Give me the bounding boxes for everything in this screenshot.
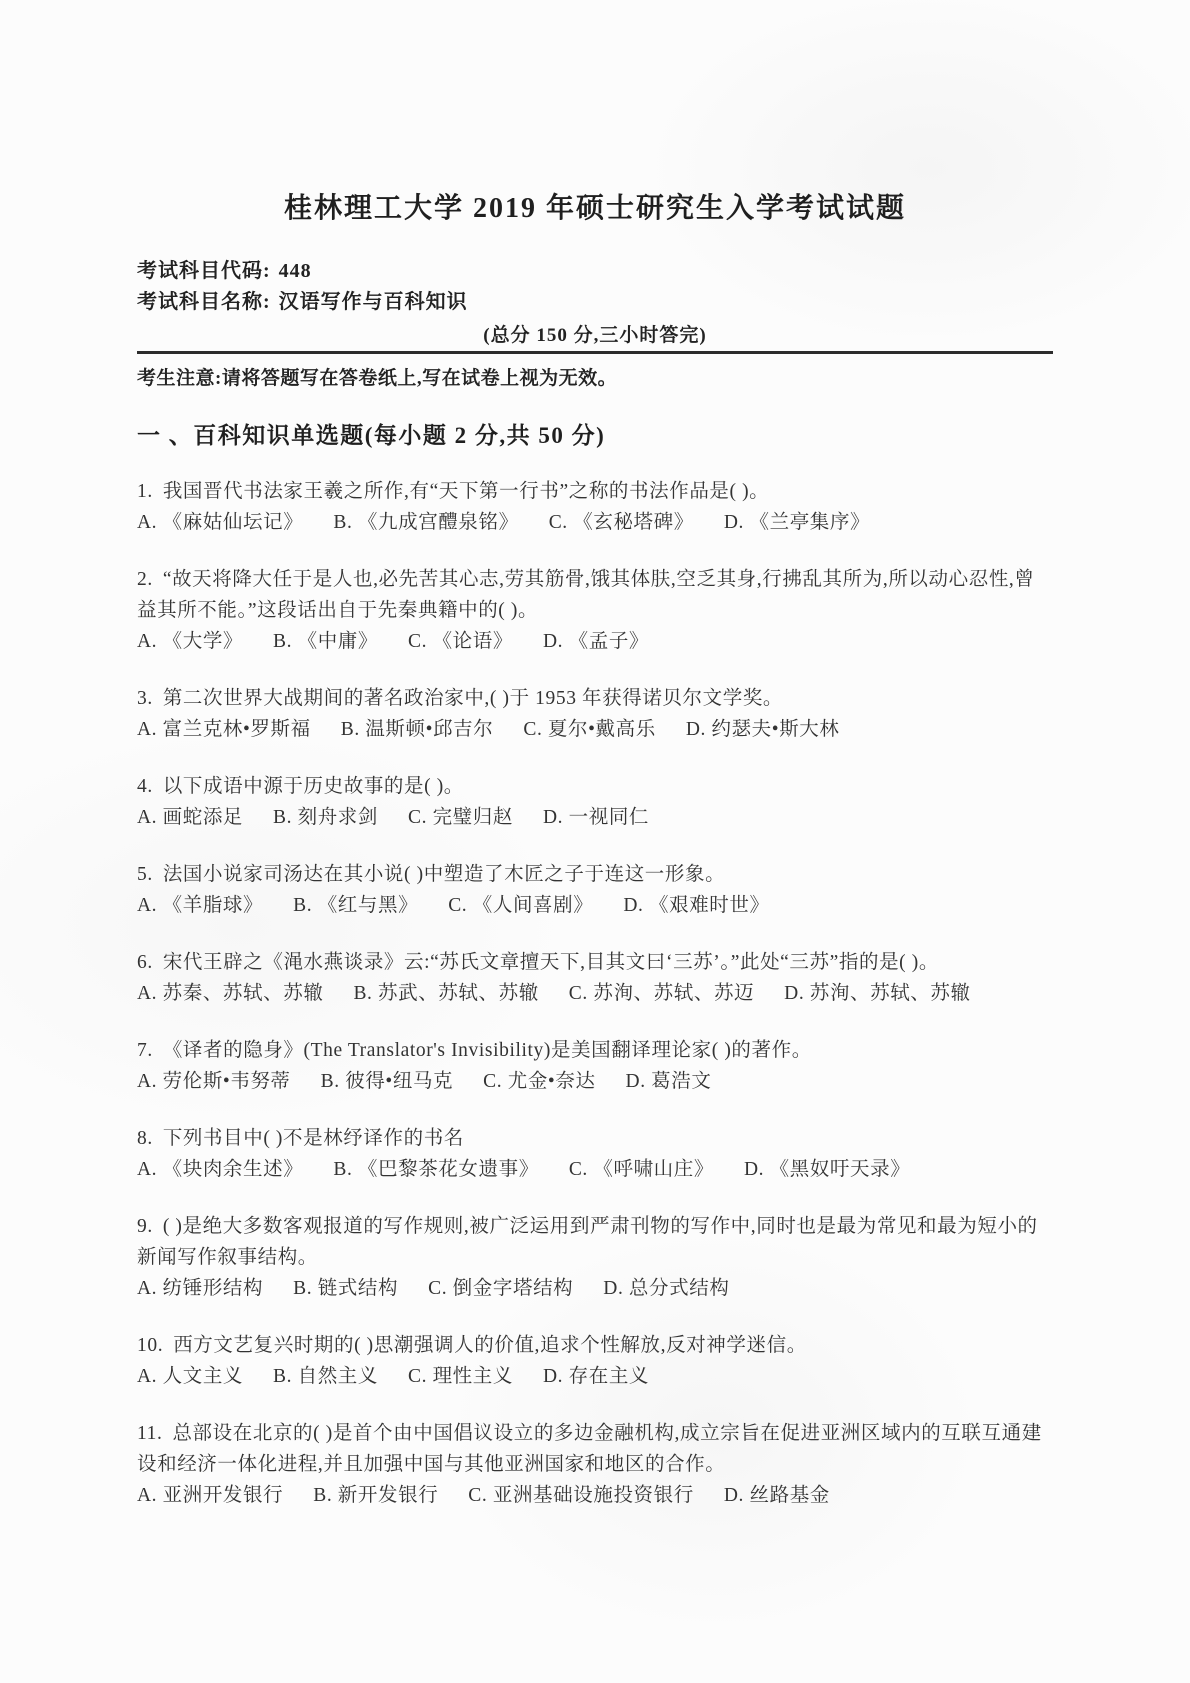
- question-option: D. 总分式结构: [603, 1278, 730, 1299]
- candidate-notice: 考生注意:请将答题写在答卷纸上,写在试卷上视为无效。: [137, 368, 618, 389]
- question-text: 法国小说家司汤达在其小说( )中塑造了木匠之子于连这一形象。: [162, 864, 726, 885]
- question-option: A. 纺锤形结构: [137, 1278, 264, 1299]
- question-option: B. 自然主义: [273, 1366, 379, 1387]
- question-item: [137, 1330, 1053, 1392]
- question-option: C. 《论语》: [408, 631, 513, 652]
- total-score-note: (总分 150 分,三小时答完): [137, 320, 1053, 354]
- question-option: D. 葛浩文: [625, 1071, 712, 1092]
- question-option: B. 《九成宫醴泉铭》: [333, 512, 519, 533]
- question-option: B. 《红与黑》: [293, 895, 419, 916]
- question-text-line: [137, 1330, 1053, 1361]
- question-item: [137, 1035, 1053, 1097]
- question-text: 以下成语中源于历史故事的是( )。: [162, 776, 464, 797]
- question-text-line: [137, 859, 1053, 890]
- question-option: B. 温斯顿•邱吉尔: [340, 719, 494, 740]
- question-number: 6.: [137, 952, 153, 973]
- subject-code-label: 考试科目代码:: [137, 260, 271, 282]
- question-text-line: [137, 564, 1053, 626]
- question-item: [137, 1123, 1053, 1185]
- question-option: D. 一视同仁: [542, 807, 650, 828]
- question-text: ( )是绝大多数客观报道的写作规则,被广泛运用到严肃刊物的写作中,同时也是最为常见和最为短小的新闻写作叙事结构。: [137, 1216, 1038, 1268]
- question-option: B. 链式结构: [293, 1278, 399, 1299]
- question-option: C. 夏尔•戴高乐: [523, 719, 656, 740]
- question-item: [137, 1418, 1053, 1511]
- question-options-line: [137, 890, 1053, 921]
- question-number: 8.: [137, 1128, 153, 1149]
- question-option: B. 新开发银行: [313, 1485, 439, 1506]
- question-option: C. 理性主义: [408, 1366, 513, 1387]
- question-number: 11.: [137, 1423, 163, 1444]
- question-option: A. 画蛇添足: [137, 807, 244, 828]
- question-option: D. 丝路基金: [723, 1485, 830, 1506]
- question-text-line: [137, 947, 1053, 978]
- question-text-line: [137, 1418, 1053, 1480]
- subject-code-value: 448: [278, 260, 312, 282]
- question-option: A. 《麻姑仙坛记》: [137, 512, 304, 533]
- question-item: [137, 476, 1053, 538]
- question-text: 西方文艺复兴时期的( )思潮强调人的价值,追求个性解放,反对神学迷信。: [173, 1335, 807, 1356]
- question-option: A. 苏秦、苏轼、苏辙: [137, 983, 324, 1004]
- question-option: D. 《兰亭集序》: [723, 512, 871, 533]
- question-option: A. 富兰克林•罗斯福: [137, 719, 311, 740]
- question-options-line: [137, 1361, 1053, 1392]
- question-item: [137, 771, 1053, 833]
- page-content: [137, 0, 1053, 1511]
- question-options-line: [137, 978, 1053, 1009]
- question-option: B. 苏武、苏轼、苏辙: [353, 983, 539, 1004]
- question-number: 2.: [137, 569, 153, 590]
- question-option: C. 《呼啸山庄》: [568, 1159, 714, 1180]
- subject-name-value: 汉语写作与百科知识: [278, 291, 468, 313]
- question-option: D. 《孟子》: [542, 631, 650, 652]
- question-text-line: [137, 1035, 1053, 1066]
- question-text: 下列书目中( )不是林纾译作的书名: [162, 1128, 464, 1149]
- question-text-line: [137, 1211, 1053, 1273]
- question-option: C. 倒金字塔结构: [428, 1278, 574, 1299]
- question-item: [137, 683, 1053, 745]
- question-item: [137, 564, 1053, 657]
- question-number: 7.: [137, 1040, 153, 1061]
- question-text: 《译者的隐身》(The Translator's Invisibility)是美国翻译理论家( )的著作。: [162, 1040, 812, 1061]
- question-text: 第二次世界大战期间的著名政治家中,( )于 1953 年获得诺贝尔文学奖。: [162, 688, 784, 709]
- question-option: A. 劳伦斯•韦努蒂: [137, 1071, 291, 1092]
- question-item: [137, 1211, 1053, 1304]
- question-text: 总部设在北京的( )是首个由中国倡议设立的多边金融机构,成立宗旨在促进亚洲区域内的互联互通建设和经济一体化进程,并且加强中国与其他亚洲国家和地区的合作。: [137, 1423, 1042, 1475]
- question-text-line: [137, 683, 1053, 714]
- question-option: C. 《玄秘塔碑》: [548, 512, 694, 533]
- question-item: [137, 947, 1053, 1009]
- question-option: A. 《羊脂球》: [137, 895, 264, 916]
- question-number: 4.: [137, 776, 153, 797]
- question-option: B. 彼得•纽马克: [320, 1071, 454, 1092]
- question-options-line: [137, 507, 1053, 538]
- question-option: C. 亚洲基础设施投资银行: [468, 1485, 694, 1506]
- question-number: 3.: [137, 688, 153, 709]
- question-option: A. 亚洲开发银行: [137, 1485, 284, 1506]
- question-option: A. 人文主义: [137, 1366, 244, 1387]
- question-option: C. 《人间喜剧》: [448, 895, 594, 916]
- question-text: 我国晋代书法家王羲之所作,有“天下第一行书”之称的书法作品是( )。: [162, 481, 770, 502]
- question-option: D. 《艰难时世》: [623, 895, 770, 916]
- question-text: 宋代王辟之《渑水燕谈录》云:“苏氏文章擅天下,目其文曰‘三苏’。”此处“三苏”指的是( )。: [162, 952, 939, 973]
- question-options-line: [137, 802, 1053, 833]
- question-text-line: [137, 476, 1053, 507]
- question-options-line: [137, 714, 1053, 745]
- question-option: C. 完璧归赵: [408, 807, 513, 828]
- question-option: D. 约瑟夫•斯大林: [685, 719, 840, 740]
- question-option: B. 《巴黎茶花女遗事》: [333, 1159, 539, 1180]
- question-options-line: [137, 1154, 1053, 1185]
- question-option: A. 《大学》: [137, 631, 244, 652]
- question-option: C. 苏洵、苏轼、苏迈: [568, 983, 755, 1004]
- subject-code-line: [137, 256, 1053, 286]
- page-title: 桂林理工大学 2019 年硕士研究生入学考试试题: [283, 193, 906, 224]
- question-options-line: [137, 1066, 1053, 1097]
- questions-list: [137, 476, 1053, 1511]
- question-option: D. 苏洵、苏轼、苏辙: [784, 983, 971, 1004]
- question-text-line: [137, 1123, 1053, 1154]
- question-text-line: [137, 771, 1053, 802]
- question-options-line: [137, 1273, 1053, 1304]
- question-number: 10.: [137, 1335, 164, 1356]
- question-options-line: [137, 626, 1053, 657]
- subject-name-label: 考试科目名称:: [137, 291, 271, 313]
- question-option: A. 《块肉余生述》: [137, 1159, 304, 1180]
- question-options-line: [137, 1480, 1053, 1511]
- question-option: D. 《黑奴吁天录》: [743, 1159, 911, 1180]
- question-text: “故天将降大任于是人也,必先苦其心志,劳其筋骨,饿其体肤,空乏其身,行拂乱其所为,所以动心忍性,曾益其所不能。”这段话出自于先秦典籍中的( )。: [137, 569, 1035, 621]
- question-number: 9.: [137, 1216, 153, 1237]
- question-option: C. 尤金•奈达: [483, 1071, 596, 1092]
- subject-name-line: [137, 287, 1053, 317]
- question-option: D. 存在主义: [542, 1366, 650, 1387]
- question-number: 1.: [137, 481, 153, 502]
- section-heading: 一 、百科知识单选题(每小题 2 分,共 50 分): [137, 423, 606, 448]
- question-item: [137, 859, 1053, 921]
- question-option: B. 刻舟求剑: [273, 807, 379, 828]
- question-number: 5.: [137, 864, 153, 885]
- question-option: B. 《中庸》: [273, 631, 379, 652]
